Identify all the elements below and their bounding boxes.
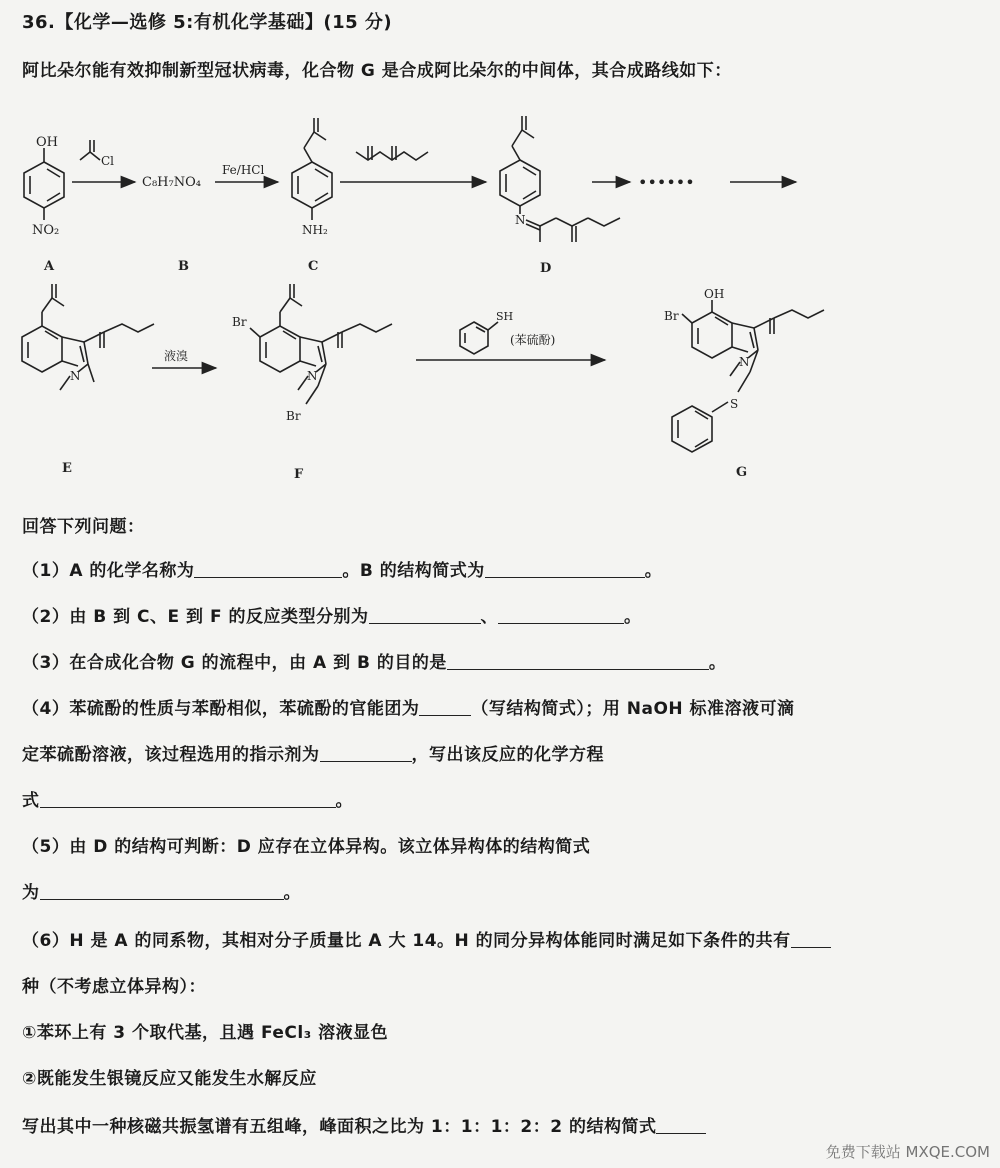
q6-line2: 种（不考虑立体异构）： <box>22 977 206 997</box>
q5-line2: 为 。 <box>22 883 301 903</box>
svg-text:Cl: Cl <box>101 154 115 168</box>
question-title: 36.【化学—选修 5:有机化学基础】(15 分) <box>22 12 393 33</box>
label-f: F <box>294 467 304 482</box>
thiophenol-label: (苯硫酚) <box>510 333 556 347</box>
q4-line3: 式 。 <box>22 791 353 811</box>
svg-text:N: N <box>70 369 81 383</box>
svg-text:Br: Br <box>232 315 247 329</box>
q6-line1: （6）H 是 A 的同系物，其相对分子质量比 A 大 14。H 的同分异构体能同时满足如下条件的共有 <box>22 926 831 951</box>
compound-c <box>292 118 332 237</box>
compound-d <box>500 116 620 242</box>
svg-text:OH: OH <box>704 287 725 301</box>
reagent-ethyl-acetoacetate <box>356 146 428 160</box>
reagent-thiophenol <box>460 310 513 354</box>
q6-condition-1: ①苯环上有 3 个取代基，且遇 FeCl₃ 溶液显色 <box>22 1023 389 1043</box>
answer-blank-q1a[interactable] <box>194 559 342 578</box>
label-c: C <box>308 259 319 274</box>
answer-blank-q6b[interactable] <box>656 1115 706 1134</box>
answer-blank-q4a[interactable] <box>419 697 471 716</box>
answer-blank-q3[interactable] <box>447 651 709 670</box>
label-a: A <box>44 259 55 274</box>
reagent-acetyl-chloride <box>80 140 114 168</box>
answer-blank-q1b[interactable] <box>485 559 645 578</box>
q3: （3）在合成化合物 G 的流程中，由 A 到 B 的目的是 。 <box>22 653 727 673</box>
q4-line2: 定苯硫酚溶液，该过程选用的指示剂为 ，写出该反应的化学方程 <box>22 745 604 765</box>
q5-line1: （5）由 D 的结构可判断：D 应存在立体异构。该立体异构体的结构简式 <box>22 837 591 857</box>
answer-blank-q2a[interactable] <box>369 605 481 624</box>
atom-nh2: NH₂ <box>302 223 328 237</box>
svg-text:Br: Br <box>286 409 301 423</box>
svg-text:SH: SH <box>496 310 514 323</box>
intro-text: 阿比朵尔能有效抑制新型冠状病毒，化合物 G 是合成阿比朵尔的中间体，其合成路线如下： <box>22 61 732 81</box>
answer-blank-q5[interactable] <box>40 881 284 900</box>
q4-line1: （4）苯硫酚的性质与苯酚相似，苯硫酚的官能团为 （写结构简式）；用 NaOH 标准溶液可滴 <box>22 699 795 719</box>
formula-b: C₈H₇NO₄ <box>142 175 201 190</box>
reagent-fe-hcl: Fe/HCl <box>222 163 265 177</box>
dots: •••••• <box>638 173 695 192</box>
compound-e <box>22 284 154 390</box>
compound-f <box>232 284 392 423</box>
svg-text:S: S <box>730 397 739 411</box>
atom-no2: NO₂ <box>32 223 60 238</box>
watermark: 免费下载站 MXQE.COM <box>825 1143 990 1161</box>
label-d: D <box>540 261 552 276</box>
atom-oh: OH <box>36 135 58 150</box>
answer-blank-q4b[interactable] <box>320 743 412 762</box>
label-b: B <box>178 259 189 274</box>
answer-blank-q2b[interactable] <box>498 605 624 624</box>
svg-text:N: N <box>739 355 750 369</box>
answer-blank-q4c[interactable] <box>40 789 336 808</box>
svg-text:Br: Br <box>664 309 679 323</box>
q2: （2）由 B 到 C、E 到 F 的反应类型分别为 、 。 <box>22 607 642 627</box>
compound-a <box>24 135 64 238</box>
reagent-liquid-bromine: 液溴 <box>164 349 189 363</box>
compound-g <box>664 287 824 452</box>
q1: （1）A 的化学名称为 。B 的结构简式为 。 <box>22 561 663 581</box>
svg-text:N: N <box>307 369 318 383</box>
synthesis-scheme <box>0 110 1000 490</box>
label-g: G <box>736 465 748 480</box>
answer-blank-q6a[interactable] <box>791 929 831 948</box>
svg-text:N: N <box>515 213 526 227</box>
q6-line3: 写出其中一种核磁共振氢谱有五组峰，峰面积之比为 1：1：1：2：2 的结构简式 <box>22 1112 706 1137</box>
label-e: E <box>62 461 72 476</box>
questions-intro: 回答下列问题： <box>22 517 145 537</box>
q6-condition-2: ②既能发生银镜反应又能发生水解反应 <box>22 1069 317 1089</box>
